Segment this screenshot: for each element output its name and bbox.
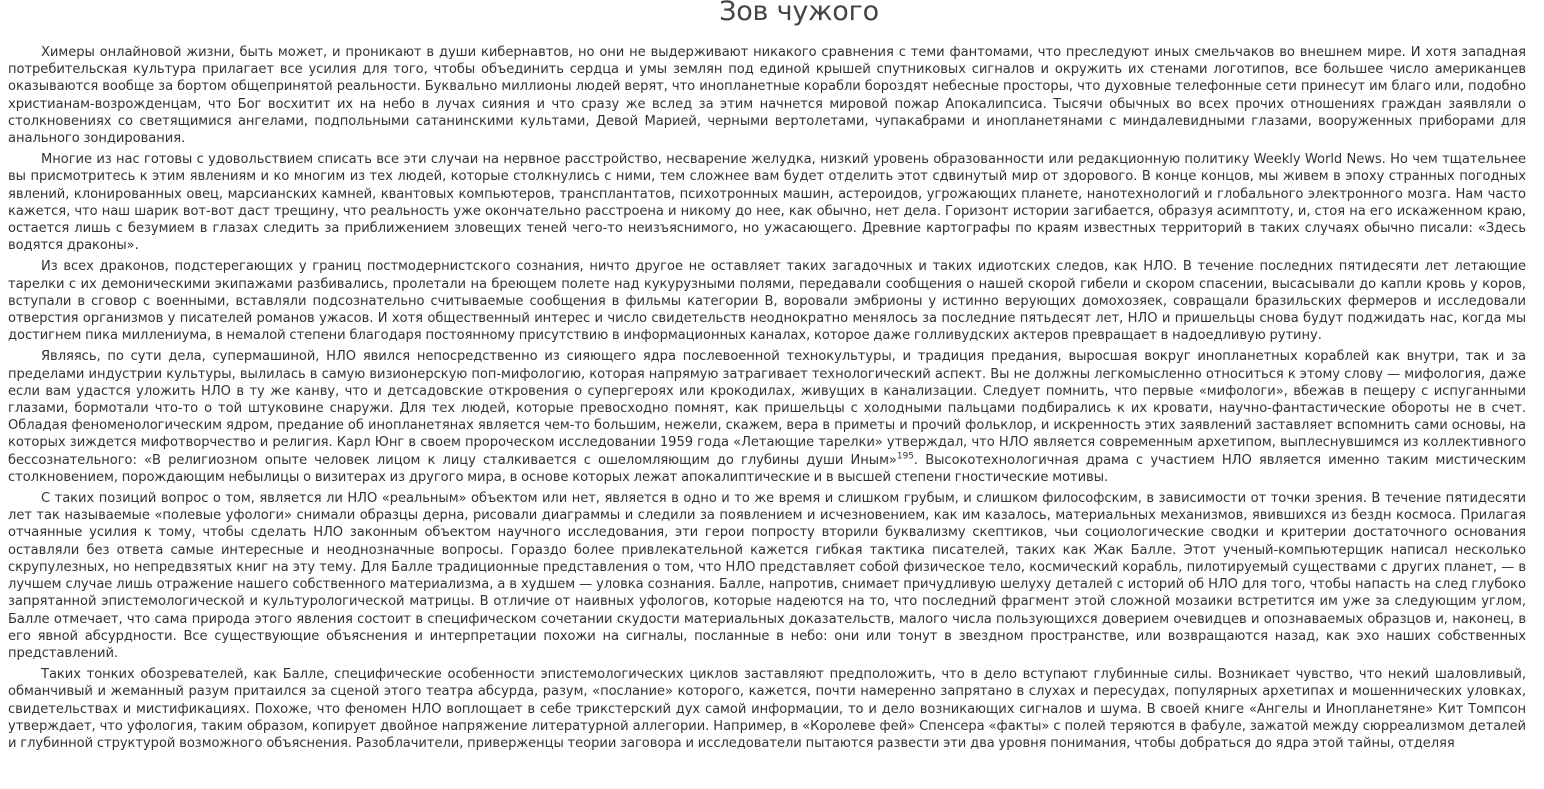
paragraph-text-continued: . Высокотехнологичная драма с участием НЛО является именно таким мистическим столкновением, порождающим небылицы о визитерах из другого мира, в основе которых лежат апокалиптические и в высшей степени гностические мотивы. bbox=[8, 452, 1526, 485]
paragraph-text: Таких тонких обозревателей, как Балле, специфические особенности эпистемологических циклов заставляют предположить, что в дело вступают глубинные силы. Возникает чувство, что некий шаловливый, обманчивый и жеманный разум притаился за сценой этого театра абсурда, разум, «послание» которого, кажется, почти намеренно запрятано в слухах и пересудах, популярных архетипах и мошеннических уловках, свидетельствах и мистификациях. Похоже, что феномен НЛО воплощает в себе трикстерский дух самой информации, то и дело возникающих сигналов и шума. В своей книге «Ангелы и Инопланетяне» Кит Томпсон утверждает, что уфология, таким образом, копирует двойное напряжение литературной аллегории. Например, в «Королеве фей» Спенсера «факты» с полей теряются в фабуле, зажатой между сюрреализмом деталей и глубинной структурой возможного объяснения. Разоблачители, приверженцы теории заговора и исследователи пытаются развести эти два уровня понимания, чтобы добраться до ядра этой тайны, отделяя bbox=[8, 667, 1526, 751]
paragraph-text: Являясь, по сути дела, супермашиной, НЛО явился непосредственно из сияющего ядра послевоенной технокультуры, и традиция предания, выросшая вокруг инопланетных кораблей как внутри, так и за пределами индустрии культуры, вылилась в самую визионерскую поп-мифологию, которая напрямую затрагивает технологический аспект. Вы не должны легкомысленно относиться к этому слову — мифология, даже если вам удастся уложить НЛО в ту же канву, что и детсадовские откровения о супергероях или крокодилах, живущих в канализации. Следует помнить, что первые «мифологи», вбежав в пещеру с испуганными глазами, бормотали что-то о той штуковине снаружи. Для тех людей, которые превосходно помнят, как пришельцы с холодными пальцами подбирались к их кровати, научно-фантастические обороты не в счет. Обладая феноменологическим ядром, предание об инопланетянах является чем-то большим, нежели, скажем, вера в приметы и прочий фольклор, и искренность этих заявлений заставляет вспомнить сами основы, на которых зиждется мифотворчество и религия. Карл Юнг в своем пророческом исследовании 1959 года «Летающие тарелки» утверждал, что НЛО является современным архетипом, выплеснувшимся из коллективного бессознательного: «В религиозном опыте человек лицом к лицу сталкивается с ошеломляющим до глубины души Иным» bbox=[8, 349, 1526, 468]
paragraph-text: Химеры онлайновой жизни, быть может, и проникают в души кибернавтов, но они не выдерживают никакого сравнения с теми фантомами, что преследуют иных смельчаков во внешнем мире. И хотя западная потребительская культура прилагает все усилия для того, чтобы объединить сердца и умы землян под единой крышей спутниковых сигналов и окружить их стенами логотипов, все большее число американцев оказываются вообще за бортом общепринятой реальности. Буквально миллионы людей верят, что инопланетные корабли бороздят небесные просторы, что духовные телефонные сети принесут им благо или, подобно христианам-возрожденцам, что Бог восхитит их на небо в лучах сияния и что сразу же вслед за этим начнется мировой пожар Апокалипсиса. Тысячи обычных во всех прочих отношениях граждан заявляли о столкновениях со светящимися ангелами, подпольными сатанинскими культами, Девой Марией, черными вертолетами, чупакабрами и инопланетянами с миндалевидными глазами, вооруженных приборами для анального зондирования. bbox=[8, 45, 1526, 147]
paragraph-text: С таких позиций вопрос о том, является ли НЛО «реальным» объектом или нет, является в одно и то же время и слишком грубым, и слишком философским, в зависимости от точки зрения. В течение пятидесяти лет так называемые «полевые уфологи» снимали образцы дерна, рисовали диаграммы и следили за появлением и исчезновением, как им казалось, материальных механизмов, явившихся из бездн космоса. Прилагая отчаянные усилия к тому, чтобы сделать НЛО законным объектом научного исследования, эти герои попросту вторили буквализму скептиков, чьи социологические сводки и критерии достаточного основания оставляли без ответа самые интересные и неоднозначные вопросы. Гораздо более привлекательной кажется гибкая тактика писателей, таких как Жак Балле. Этот ученый-компьютерщик написал несколько скрупулезных, но непредвзятых книг на эту тему. Для Балле традиционные представления о том, что НЛО представляет собой физическое тело, космический корабль, пилотируемый существами с других планет, — в лучшем случае лишь отражение нашего собственного материализма, а в худшем — уловка сознания. Балле, напротив, снимает причудливую шелуху деталей с историй об НЛО для того, чтобы напасть на след глубоко запрятанной эпистемологической и культурологической матрицы. В отличие от наивных уфологов, которые надеются на то, что последний фрагмент этой сложной мозаики встретится им уже за следующим углом, Балле отмечает, что сама природа этого явления состоит в специфическом сочетании скудости материальных доказательств, малого числа пользующихся доверием очевидцев и опознаваемых образцов и, наконец, в его явной абсурдности. Все существующие объяснения и интерпретации похожи на сигналы, посланные в небо: они или тонут в звездном пространстве, или возвращаются назад, как эхо наших собственных представлений. bbox=[8, 491, 1526, 661]
paragraph-3 bbox=[8, 258, 1526, 344]
paragraph-text: Из всех драконов, подстерегающих у границ постмодернистского сознания, ничто другое не оставляет таких загадочных и таких идиотских следов, как НЛО. В течение последних пятидесяти лет летающие тарелки с их демоническими экипажами разбивались, пролетали на бреющем полете над кукурузными полями, передавали сообщения о нашей скорой гибели и скором спасении, высасывали до капли кровь у коров, вступали в сговор с военными, вставляли подсознательно считываемые сообщения в фильмы категории В, воровали эмбрионы у истинно верующих домохозяек, совращали бразильских фермеров и исследовали отверстия организмов у писателей романов ужасов. И хотя общественный интерес и число свидетельств неоднократно менялось за последние пятьдесят лет, НЛО и пришельцы снова будут поджидать нас, когда мы достигнем пика миллениума, в немалой степени благодаря постоянному присутствию в информационных каналах, которое даже голливудских актеров превращает в надоедливую рутину. bbox=[8, 259, 1526, 344]
paragraph-4 bbox=[8, 348, 1526, 486]
article-body bbox=[8, 44, 1526, 756]
paragraph-text: Многие из нас готовы с удовольствием списать все эти случаи на нервное расстройство, несварение желудка, низкий уровень образованности или редакционную политику Weekly World News. Но чем тщательнее вы присмотритесь к этим явлениям и ко многим из тех людей, которые столкнулись с ними, тем сложнее вам будет отделить этот сдвинутый мир от здорового. В конце концов, мы живем в эпоху странных погодных явлений, клонированных овец, марсианских камней, квантовых компьютеров, трансплантатов, психотронных машин, астероидов, угрожающих планете, нанотехнологий и глобального электронного мозга. Нам часто кажется, что наш шарик вот-вот даст трещину, что реальность уже окончательно расстроена и никому до нее, как обычно, нет дела. Горизонт истории загибается, образуя асимптоту, и, стоя на его искаженном краю, остается лишь с безумием в глазах следить за приближением зловещих теней чего-то неизъяснимого, но ужасающего. Древние картографы по краям известных территорий в таких случаях обычно писали: «Здесь водятся драконы». bbox=[8, 152, 1526, 254]
paragraph-1 bbox=[8, 44, 1526, 147]
footnote-reference[interactable]: 195 bbox=[896, 451, 914, 462]
paragraph-5 bbox=[8, 490, 1526, 662]
paragraph-2 bbox=[8, 151, 1526, 254]
page-title: Зов чужого bbox=[719, 0, 879, 27]
paragraph-6 bbox=[8, 666, 1526, 752]
